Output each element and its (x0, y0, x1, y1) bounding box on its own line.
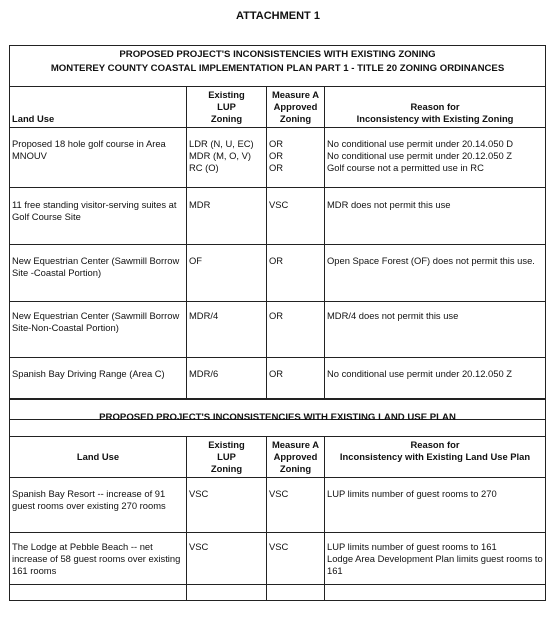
reason-text: MDR/4 does not permit this use (327, 310, 459, 321)
header-existing-lup-zoning (187, 437, 267, 478)
header-text: Reason for (410, 101, 460, 112)
reason-cell (325, 533, 546, 585)
land-use-text: Spanish Bay Resort -- increase of 91 guest rooms over existing 270 rooms (12, 488, 166, 511)
measure-cell (267, 302, 325, 358)
land-use-cell (10, 188, 187, 245)
lup-table-title-cell (10, 399, 546, 437)
land-use-cell (10, 128, 187, 188)
reason-text: No conditional use permit under 20.12.050 Z (327, 368, 513, 379)
zoning-table-subtitle: MONTEREY COUNTY COASTAL IMPLEMENTATION PLAN PART 1 - TITLE 20 ZONING ORDINANCES (50, 63, 505, 74)
reason-cell (325, 358, 546, 400)
header-text: Existing (208, 439, 245, 450)
lup-cell (187, 245, 267, 302)
lup-text: MDR/4 (189, 310, 219, 321)
land-use-text: New Equestrian Center (Sawmill Borrow Site -Coastal Portion) (12, 255, 180, 278)
header-text: LUP (217, 101, 236, 112)
measure-cell (267, 188, 325, 245)
measure-cell (267, 478, 325, 533)
zoning-table-title-cell (10, 46, 546, 87)
header-existing-lup-zoning (187, 87, 267, 128)
reason-cell (325, 188, 546, 245)
measure-text: OR (269, 150, 284, 161)
table-row (10, 245, 546, 302)
reason-text: No conditional use permit under 20.12.050 Z (327, 150, 513, 161)
measure-text: VSC (269, 488, 289, 499)
measure-text: OR (269, 138, 284, 149)
lup-text: MDR/6 (189, 368, 219, 379)
measure-text: OR (269, 310, 284, 321)
zoning-inconsistency-table (9, 45, 546, 420)
table-row (10, 128, 546, 188)
header-text: Measure A (271, 89, 320, 100)
header-text: Inconsistency with Existing Zoning (356, 113, 514, 124)
lup-cell (187, 302, 267, 358)
reason-text: MDR does not permit this use (327, 199, 451, 210)
reason-text: Lodge Area Development Plan limits guest rooms to 161 (327, 553, 543, 576)
land-use-text: 11 free standing visitor-serving suites at Golf Course Site (12, 199, 177, 222)
header-text: Reason for (410, 439, 460, 450)
reason-text: Golf course not a permitted use in RC (327, 162, 484, 173)
header-text: Zoning (279, 113, 312, 124)
header-land-use: Land Use (10, 437, 187, 478)
land-use-cell (10, 358, 187, 400)
reason-cell (325, 128, 546, 188)
spacer-cell (325, 585, 546, 601)
reason-text: Open Space Forest (OF) does not permit this use. (327, 255, 535, 266)
table-row (10, 188, 546, 245)
lup-text: MDR (M, O, V) (189, 150, 251, 161)
lup-text: VSC (189, 488, 209, 499)
lup-text: MDR (189, 199, 211, 210)
table-row (10, 533, 546, 585)
land-use-plan-inconsistency-table (9, 398, 546, 601)
measure-cell (267, 245, 325, 302)
land-use-cell (10, 533, 187, 585)
header-measure-a-zoning (267, 437, 325, 478)
header-text: Zoning (210, 463, 243, 474)
reason-text: LUP limits number of guest rooms to 270 (327, 488, 497, 499)
reason-cell (325, 478, 546, 533)
reason-cell (325, 245, 546, 302)
header-text: Approved (273, 451, 318, 462)
page-title: ATTACHMENT 1 (236, 10, 320, 22)
table-row (10, 478, 546, 533)
measure-text: OR (269, 162, 284, 173)
reason-cell (325, 302, 546, 358)
land-use-cell (10, 302, 187, 358)
lup-cell (187, 128, 267, 188)
land-use-cell (10, 245, 187, 302)
spacer-cell (187, 585, 267, 601)
lup-text: RC (O) (189, 162, 219, 173)
land-use-cell (10, 478, 187, 533)
zoning-table-title: PROPOSED PROJECT'S INCONSISTENCIES WITH EXISTING ZONING (119, 49, 436, 60)
measure-text: OR (269, 368, 284, 379)
lup-table-title: PROPOSED PROJECT'S INCONSISTENCIES WITH EXISTING LAND USE PLAN (99, 411, 456, 423)
lup-text: LDR (N, U, EC) (189, 138, 254, 149)
header-reason (325, 437, 546, 478)
lup-cell (187, 358, 267, 400)
header-text: Existing (208, 89, 245, 100)
table-row (10, 302, 546, 358)
header-text: Approved (273, 101, 318, 112)
land-use-text: Proposed 18 hole golf course in Area MNOUV (12, 138, 166, 161)
lup-cell (187, 188, 267, 245)
header-land-use: Land Use (10, 87, 187, 128)
land-use-text: Spanish Bay Driving Range (Area C) (12, 368, 165, 379)
measure-cell (267, 533, 325, 585)
measure-text: VSC (269, 541, 289, 552)
spacer-row (10, 585, 546, 601)
lup-text: OF (189, 255, 203, 266)
lup-cell (187, 533, 267, 585)
measure-cell (267, 128, 325, 188)
header-text: LUP (217, 451, 236, 462)
lup-cell (187, 478, 267, 533)
lup-text: VSC (189, 541, 209, 552)
spacer-cell (267, 585, 325, 601)
header-text: Inconsistency with Existing Land Use Plan (339, 451, 531, 462)
header-text: Measure A (271, 439, 320, 450)
reason-text: LUP limits number of guest rooms to 161 (327, 541, 497, 552)
land-use-text: New Equestrian Center (Sawmill Borrow Site-Non-Coastal Portion) (12, 310, 180, 333)
measure-text: VSC (269, 199, 289, 210)
measure-cell (267, 358, 325, 400)
spacer-cell (10, 585, 187, 601)
header-measure-a-zoning (267, 87, 325, 128)
reason-text: No conditional use permit under 20.14.050 D (327, 138, 514, 149)
header-reason (325, 87, 546, 128)
table-row (10, 358, 546, 400)
header-text: Zoning (210, 113, 243, 124)
header-text: Zoning (279, 463, 312, 474)
measure-text: OR (269, 255, 284, 266)
land-use-text: The Lodge at Pebble Beach -- net increase of 58 guest rooms over existing 161 rooms (12, 541, 181, 576)
